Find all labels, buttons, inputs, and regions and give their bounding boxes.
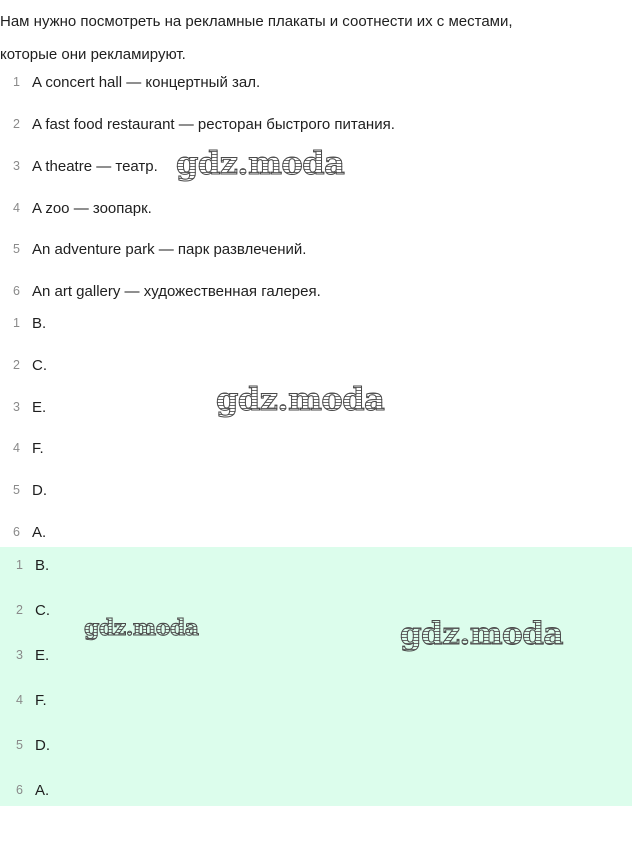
list-item	[0, 643, 49, 667]
item-number: 3	[16, 648, 23, 662]
list-item	[0, 279, 321, 303]
item-number: 5	[13, 242, 20, 256]
list-item	[0, 237, 306, 261]
list-item	[0, 154, 158, 178]
item-text: D.	[32, 481, 47, 499]
watermark: gdz.moda	[216, 380, 385, 418]
item-text: A concert hall — концертный зал.	[32, 73, 261, 91]
item-text: A zoo — зоопарк.	[32, 199, 152, 217]
list-item	[0, 598, 50, 622]
list-item	[0, 688, 47, 712]
watermark: gdz.moda	[84, 615, 199, 641]
item-number: 5	[16, 738, 23, 752]
item-text: C.	[35, 601, 50, 619]
item-text: F.	[32, 439, 44, 457]
item-number: 4	[13, 441, 20, 455]
item-number: 5	[13, 483, 20, 497]
highlighted-answers-block	[0, 547, 632, 806]
item-text: D.	[35, 736, 50, 754]
item-number: 1	[13, 75, 20, 89]
item-number: 6	[16, 783, 23, 797]
item-text: C.	[32, 356, 47, 374]
item-text: A theatre — театр.	[32, 157, 158, 175]
item-text: B.	[35, 556, 50, 574]
list-item	[0, 733, 50, 757]
watermark: gdz.moda	[176, 144, 345, 182]
list-item	[0, 553, 49, 577]
item-text: An adventure park — парк развлечений.	[32, 240, 307, 258]
list-item	[0, 353, 47, 377]
list-item	[0, 436, 44, 460]
item-text: B.	[32, 314, 47, 332]
item-number: 4	[13, 201, 20, 215]
item-number: 4	[16, 693, 23, 707]
item-number: 1	[13, 316, 20, 330]
item-number: 6	[13, 284, 20, 298]
item-text: A.	[35, 781, 50, 799]
item-number: 3	[13, 400, 20, 414]
list-item	[0, 196, 152, 220]
intro-line-2: которые они рекламируют.	[0, 46, 186, 63]
list-item	[0, 395, 46, 419]
intro-line-1: Нам нужно посмотреть на рекламные плакаты и соотнести их с местами,	[0, 13, 513, 30]
item-text: E.	[32, 398, 47, 416]
item-number: 3	[13, 159, 20, 173]
item-text: A fast food restaurant — ресторан быстрого питания.	[32, 115, 395, 133]
item-number: 6	[13, 525, 20, 539]
item-number: 1	[16, 558, 23, 572]
list-item	[0, 70, 260, 94]
item-text: F.	[35, 691, 47, 709]
watermark: gdz.moda	[400, 616, 563, 652]
list-item	[0, 778, 49, 802]
intro-text	[0, 5, 620, 71]
list-item	[0, 520, 46, 544]
list-item	[0, 478, 47, 502]
list-item	[0, 311, 46, 335]
item-text: An art gallery — художественная галерея.	[32, 282, 321, 300]
item-number: 2	[13, 117, 20, 131]
item-text: E.	[35, 646, 50, 664]
item-number: 2	[13, 358, 20, 372]
list-item	[0, 112, 395, 136]
item-number: 2	[16, 603, 23, 617]
item-text: A.	[32, 523, 47, 541]
